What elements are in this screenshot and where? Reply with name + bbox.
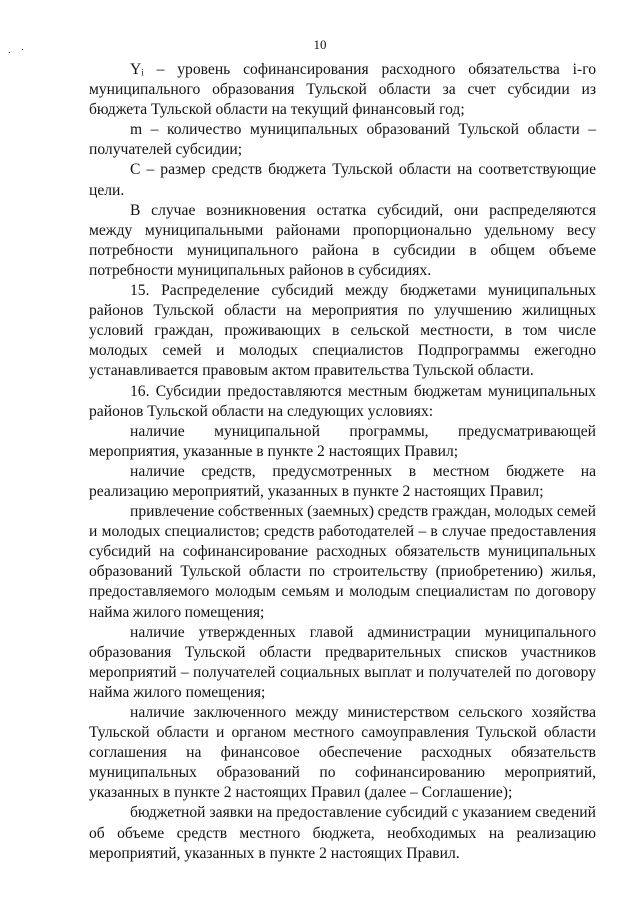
paragraph: Yᵢ – уровень софинансирования расходного обязательства i-го муниципального образования Тульской области за счет субсидии из бюджета Тульской области на текущий финансовый год; [89, 61, 596, 119]
paragraph: В случае возникновения остатка субсидий, они распределяются между муниципальными районами пропорционально удельному весу потребности муниципального района в субсидии в общем объеме потребности муниципальных районов в субсидиях. [89, 201, 596, 279]
paragraph: 15. Распределение субсидий между бюджетами муниципальных районов Тульской области на мероприятия по улучшению жилищных условий граждан, проживающих в сельской местности, в том числе молодых семей и молодых специалистов Подпрограммы ежегодно устанавливается правовым актом правительства Тульской области. [89, 282, 596, 380]
paragraph: привлечение собственных (заемных) средств граждан, молодых семей и молодых специалистов; средств работодателей – в случае предоставления субсидий на софинансирование расходных обязательств муниципальных образований Тульской области по строительству (приобретению) жилья, предоставляемого молодым семьям и молодым специалистам по договору найма жилого помещения; [89, 503, 596, 621]
paragraph: 16. Субсидии предоставляются местным бюджетам муниципальных районов Тульской области на следующих условиях: [89, 382, 596, 420]
scan-artifact-dots: .· [8, 44, 35, 56]
paragraph: бюджетной заявки на предоставление субсидий с указанием сведений об объеме средств местного бюджета, необходимых на реализацию мероприятий, указанных в пункте 2 настоящих Правил. [89, 804, 596, 862]
page-number: 10 [313, 37, 327, 52]
paragraph: С – размер средств бюджета Тульской области на соответствующие цели. [89, 161, 596, 199]
document-body [89, 60, 596, 864]
paragraph: наличие заключенного между министерством сельского хозяйства Тульской области и органом местного самоуправления Тульской области соглашения на финансовое обеспечение расходных обязательств муниципальных образований по софинансированию мероприятий, указанных в пункте 2 настоящих Правил (далее – Соглашение); [89, 704, 596, 802]
paragraph: наличие средств, предусмотренных в местном бюджете на реализацию мероприятий, указанных в пункте 2 настоящих Правил; [89, 462, 596, 500]
paragraph: наличие утвержденных главой администрации муниципального образования Тульской области предварительных списков участников мероприятий – получателей социальных выплат и получателей по договору найма жилого помещения; [89, 623, 596, 701]
paragraph: наличие муниципальной программы, предусматривающей мероприятия, указанные в пункте 2 настоящих Правил; [89, 422, 596, 460]
paragraph: m – количество муниципальных образований Тульской области – получателей субсидии; [89, 121, 596, 159]
